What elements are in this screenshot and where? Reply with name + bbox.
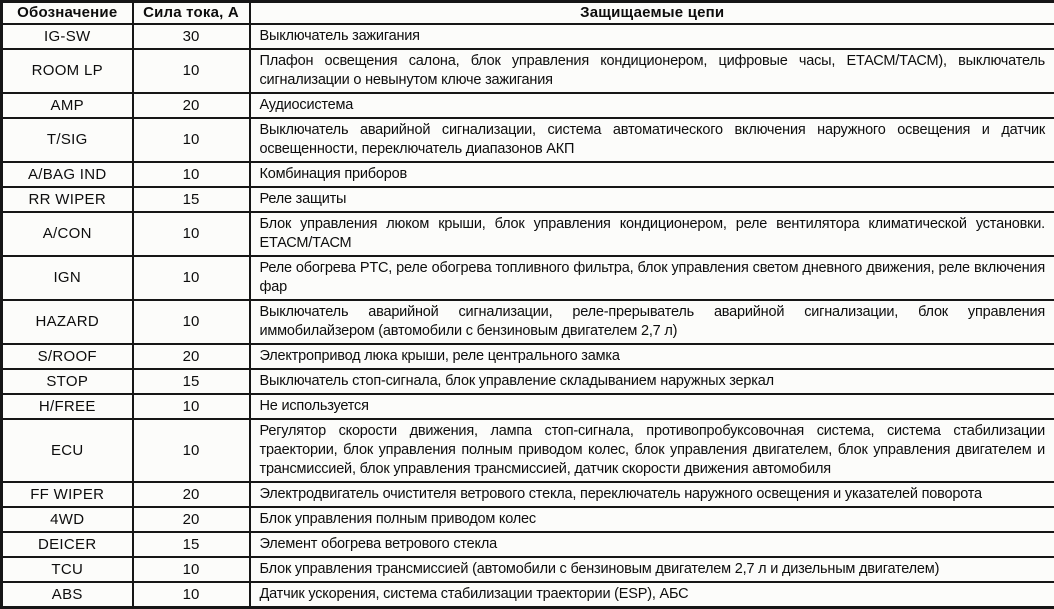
designation-cell: 4WD [2,507,133,532]
amperage-cell: 10 [133,557,250,582]
designation-cell: IGN [2,256,133,300]
circuits-cell: Элемент обогрева ветрового стекла [250,532,1054,557]
circuits-cell: Выключатель аварийной сигнализации, реле-прерыватель аварийной сигнализации, блок управления иммобилайзером (автомобили с бензиновым двигателем 2,7 л) [250,300,1054,344]
amperage-cell: 15 [133,369,250,394]
amperage-cell: 20 [133,344,250,369]
amperage-cell: 10 [133,256,250,300]
designation-cell: T/SIG [2,118,133,162]
circuits-cell: Электропривод люка крыши, реле центрального замка [250,344,1054,369]
circuits-cell: Реле защиты [250,187,1054,212]
table-row [2,557,1054,582]
table-row [2,93,1054,118]
table-row [2,532,1054,557]
circuits-cell: Выключатель стоп-сигнала, блок управление складыванием наружных зеркал [250,369,1054,394]
amperage-cell: 10 [133,49,250,93]
circuits-cell: Не используется [250,394,1054,419]
circuits-cell: Аудиосистема [250,93,1054,118]
designation-cell: STOP [2,369,133,394]
amperage-cell: 30 [133,24,250,49]
table-row [2,118,1054,162]
table-row [2,344,1054,369]
designation-cell: DEICER [2,532,133,557]
col-header-amperage: Сила тока, А [133,2,250,24]
table-row [2,49,1054,93]
table-row [2,394,1054,419]
designation-cell: ABS [2,582,133,608]
circuits-cell: Блок управления люком крыши, блок управления кондиционером, реле вентилятора климатической установки. ЕТАСМ/ТАСМ [250,212,1054,256]
table-row [2,507,1054,532]
designation-cell: H/FREE [2,394,133,419]
circuits-cell: Выключатель зажигания [250,24,1054,49]
designation-cell: ROOM LP [2,49,133,93]
amperage-cell: 15 [133,532,250,557]
circuits-cell: Плафон освещения салона, блок управления кондиционером, цифровые часы, ЕТАСМ/ТАСМ), выключатель сигнализации о невынутом ключе зажигания [250,49,1054,93]
designation-cell: FF WIPER [2,482,133,507]
table-row [2,162,1054,187]
circuits-cell: Блок управления полным приводом колес [250,507,1054,532]
designation-cell: HAZARD [2,300,133,344]
designation-cell: RR WIPER [2,187,133,212]
designation-cell: A/BAG IND [2,162,133,187]
table-row [2,482,1054,507]
circuits-cell: Комбинация приборов [250,162,1054,187]
table-row [2,256,1054,300]
amperage-cell: 10 [133,419,250,482]
designation-cell: TCU [2,557,133,582]
designation-cell: ECU [2,419,133,482]
amperage-cell: 20 [133,482,250,507]
amperage-cell: 10 [133,582,250,608]
table-row [2,369,1054,394]
table-row [2,419,1054,482]
circuits-cell: Регулятор скорости движения, лампа стоп-сигнала, противопробуксовочная система, система стабилизации траектории, блок управления полным приводом колес, блок управления двигателем, блок управления двигателем и трансмиссией, блок управления трансмиссией, датчик скорости движения автомобиля [250,419,1054,482]
fuse-table-body [2,24,1054,608]
amperage-cell: 10 [133,394,250,419]
circuits-cell: Реле обогрева PTC, реле обогрева топливного фильтра, блок управления светом дневного движения, реле включения фар [250,256,1054,300]
table-row [2,187,1054,212]
designation-cell: AMP [2,93,133,118]
amperage-cell: 20 [133,93,250,118]
circuits-cell: Датчик ускорения, система стабилизации траектории (ESP), АБС [250,582,1054,608]
table-row [2,300,1054,344]
amperage-cell: 15 [133,187,250,212]
header-row [2,2,1054,24]
designation-cell: S/ROOF [2,344,133,369]
circuits-cell: Выключатель аварийной сигнализации, система автоматического включения наружного освещения и датчик освещенности, переключатель диапазонов АКП [250,118,1054,162]
circuits-cell: Электродвигатель очистителя ветрового стекла, переключатель наружного освещения и указателей поворота [250,482,1054,507]
table-row [2,24,1054,49]
amperage-cell: 20 [133,507,250,532]
amperage-cell: 10 [133,162,250,187]
amperage-cell: 10 [133,118,250,162]
col-header-designation: Обозначение [2,2,133,24]
designation-cell: A/CON [2,212,133,256]
designation-cell: IG-SW [2,24,133,49]
amperage-cell: 10 [133,300,250,344]
fuse-table-header [2,2,1054,24]
circuits-cell: Блок управления трансмиссией (автомобили с бензиновым двигателем 2,7 л и дизельным двигателем) [250,557,1054,582]
table-row [2,212,1054,256]
col-header-circuits: Защищаемые цепи [250,2,1054,24]
amperage-cell: 10 [133,212,250,256]
table-row [2,582,1054,608]
